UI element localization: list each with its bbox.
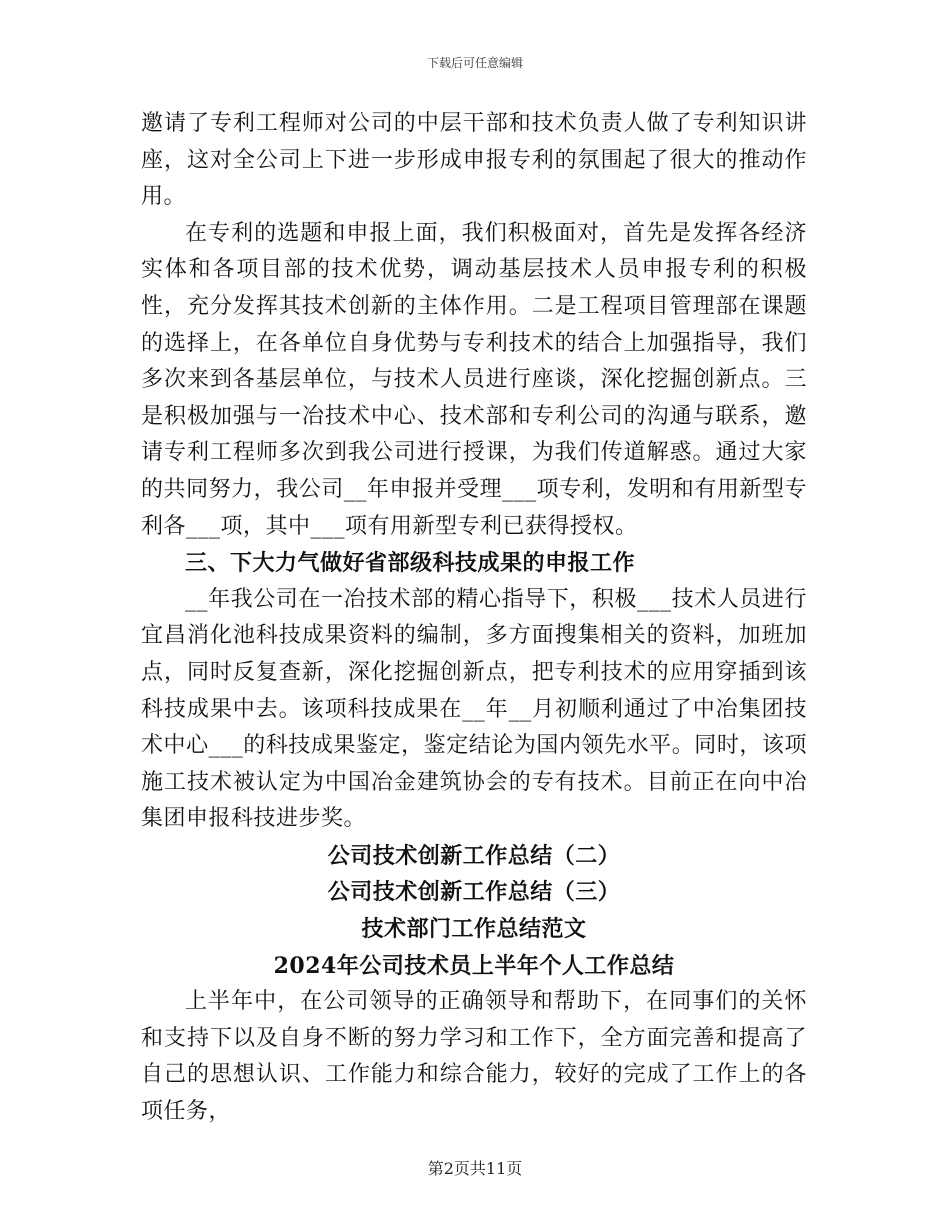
- section-heading-3: 三、下大力气做好省部级科技成果的申报工作: [185, 550, 636, 577]
- paragraph-half-year: 上半年中，在公司领导的正确领导和帮助下，在同事们的关怀和支持下以及自身不断的努力学习和工作下，全方面完善和提高了自己的思想认识、工作能力和综合能力，较好的完成了工作上的各项任务，: [141, 989, 807, 1125]
- doc-title-2024: 2024年公司技术员上半年个人工作总结: [273, 952, 675, 979]
- page-header: 下载后可任意编辑: [426, 56, 523, 70]
- doc-title-2: 公司技术创新工作总结（二）: [327, 842, 621, 869]
- document-body: [141, 106, 807, 1131]
- page-footer: 第2页共11页: [427, 1159, 523, 1178]
- doc-title-tech-dept: 技术部门工作总结范文: [361, 916, 587, 943]
- doc-title-3: 公司技术创新工作总结（三）: [327, 879, 621, 906]
- paragraph-tech-achievement: __年我公司在一冶技术部的精心指导下，积极___技术人员进行宜昌消化池科技成果资料的编制，多方面搜集相关的资料，加班加点，同时反复查新，深化挖掘创新点，把专利技术的应用穿插到该科技成果中去。该项科技成果在__年__月初顺利通过了中冶集团技术中心___的科技成果鉴定，鉴定结论为国内领先水平。同时，该项施工技术被认定为中国冶金建筑协会的专有技术。目前正在向中冶集团申报科技进步奖。: [141, 586, 807, 832]
- paragraph-patent-lecture: 邀请了专利工程师对公司的中层干部和技术负责人做了专利知识讲座，这对全公司上下进一步形成申报专利的氛围起了很大的推动作用。: [141, 111, 807, 210]
- paragraph-patent-application: 在专利的选题和申报上面，我们积极面对，首先是发挥各经济实体和各项目部的技术优势，调动基层技术人员申报专利的积极性，充分发挥其技术创新的主体作用。二是工程项目管理部在课题的选择上，在各单位自身优势与专利技术的结合上加强指导，我们多次来到各基层单位，与技术人员进行座谈，深化挖掘创新点。三是积极加强与一冶技术中心、技术部和专利公司的沟通与联系，邀请专利工程师多次到我公司进行授课，为我们传道解惑。通过大家的共同努力，我公司__年申报并受理___项专利，发明和有用新型专利各___项，其中___项有用新型专利已获得授权。: [141, 220, 807, 539]
